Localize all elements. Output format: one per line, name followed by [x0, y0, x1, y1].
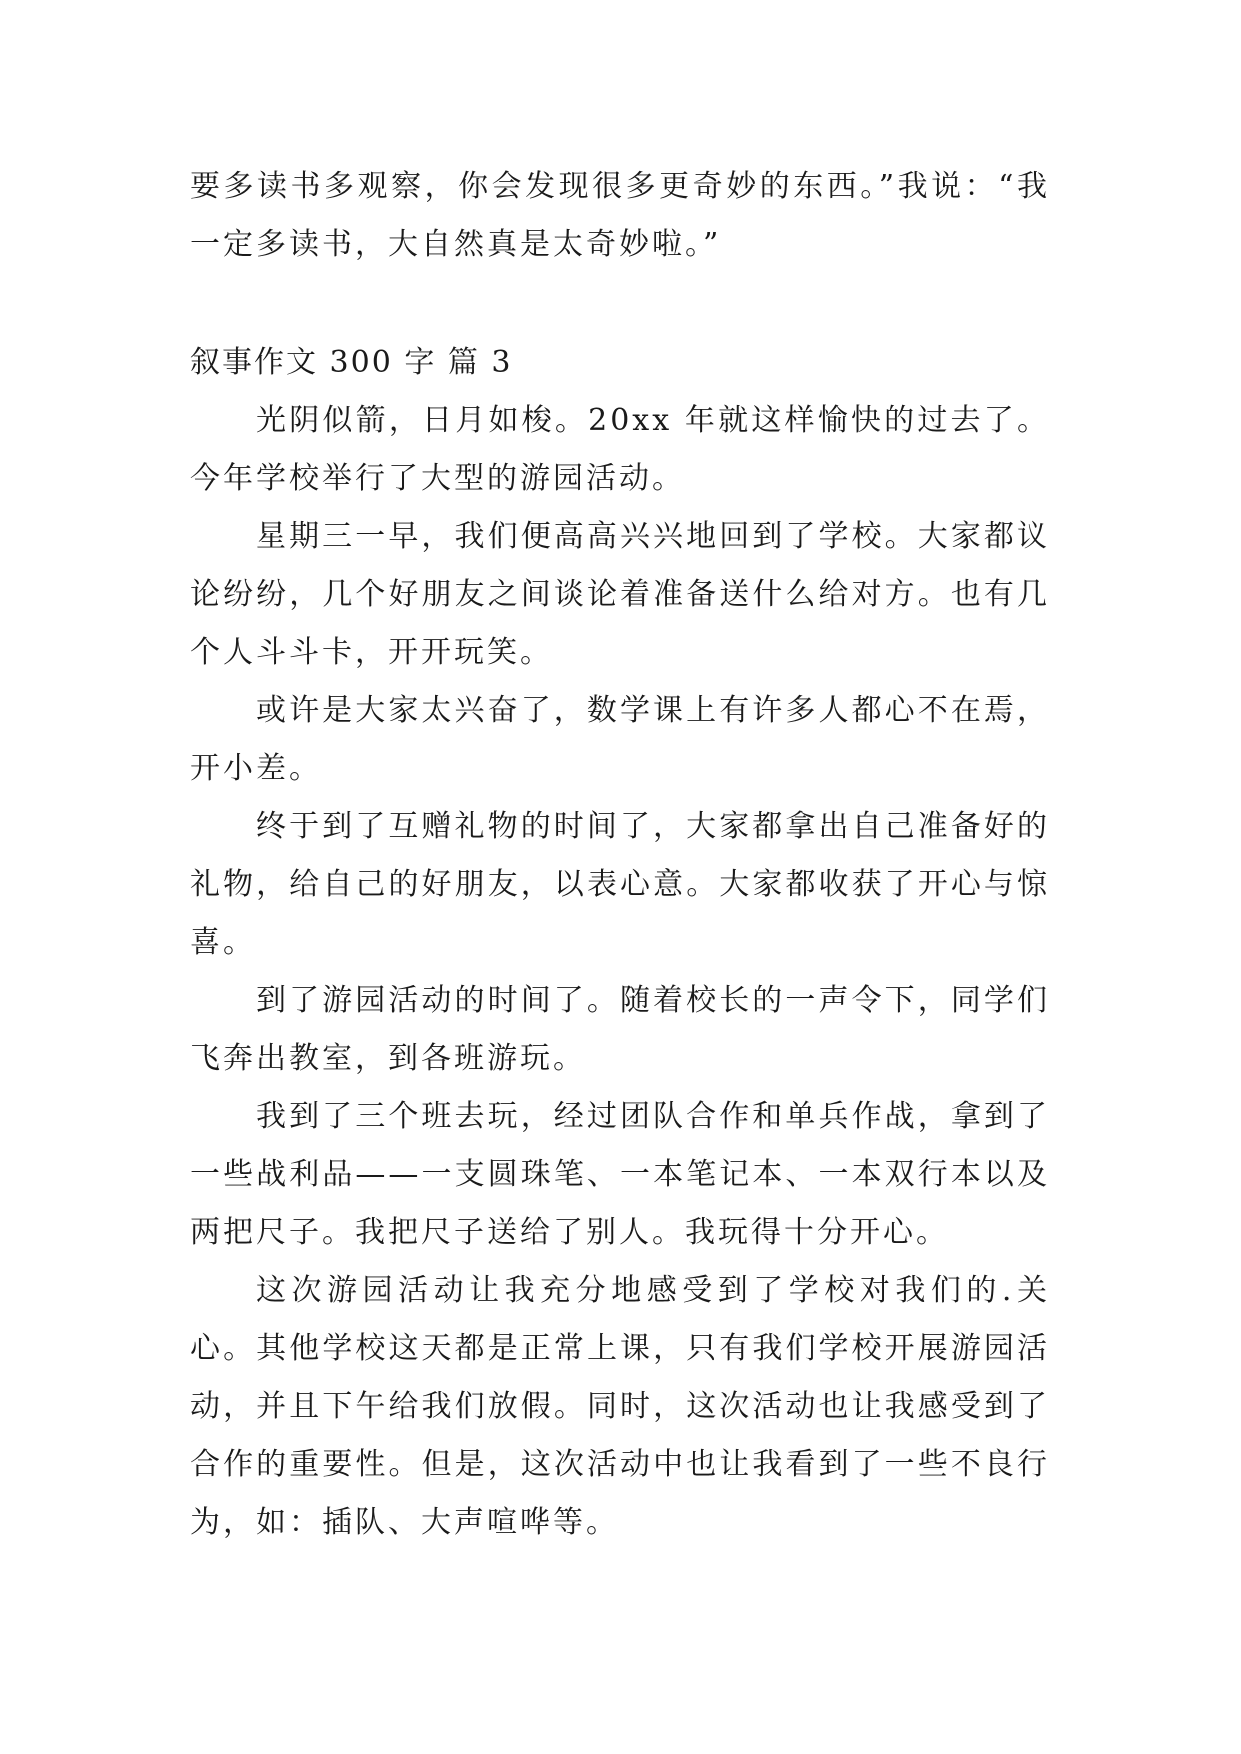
paragraph-5: 到了游园活动的时间了。随着校长的一声令下，同学们飞奔出教室，到各班游玩。: [190, 983, 1050, 1076]
paragraph-1: 光阴似箭，日月如梭。20xx 年就这样愉快的过去了。今年学校举行了大型的游园活动。: [190, 403, 1050, 496]
paragraph-4: 终于到了互赠礼物的时间了，大家都拿出自己准备好的礼物，给自己的好朋友，以表心意。大家都收获了开心与惊喜。: [190, 809, 1050, 960]
section-gap: [190, 274, 1050, 334]
paragraph-continued: 要多读书多观察，你会发现很多更奇妙的东西。”我说：“我一定多读书，大自然真是太奇妙啦。”: [190, 169, 1050, 262]
section-title: 叙事作文 300 字 篇 3: [190, 345, 513, 380]
paragraph-3: 或许是大家太兴奋了，数学课上有许多人都心不在焉，开小差。: [190, 693, 1050, 786]
paragraph-7: 这次游园活动让我充分地感受到了学校对我们的.关心。其他学校这天都是正常上课，只有我们学校开展游园活动，并且下午给我们放假。同时，这次活动也让我感受到了合作的重要性。但是，这次活动中也让我看到了一些不良行为，如：插队、大声喧哗等。: [190, 1273, 1050, 1540]
document-body: [190, 158, 1050, 1552]
paragraph-6: 我到了三个班去玩，经过团队合作和单兵作战，拿到了一些战利品——一支圆珠笔、一本笔记本、一本双行本以及两把尺子。我把尺子送给了别人。我玩得十分开心。: [190, 1099, 1050, 1250]
paragraph-2: 星期三一早，我们便高高兴兴地回到了学校。大家都议论纷纷，几个好朋友之间谈论着准备送什么给对方。也有几个人斗斗卡，开开玩笑。: [190, 519, 1050, 670]
